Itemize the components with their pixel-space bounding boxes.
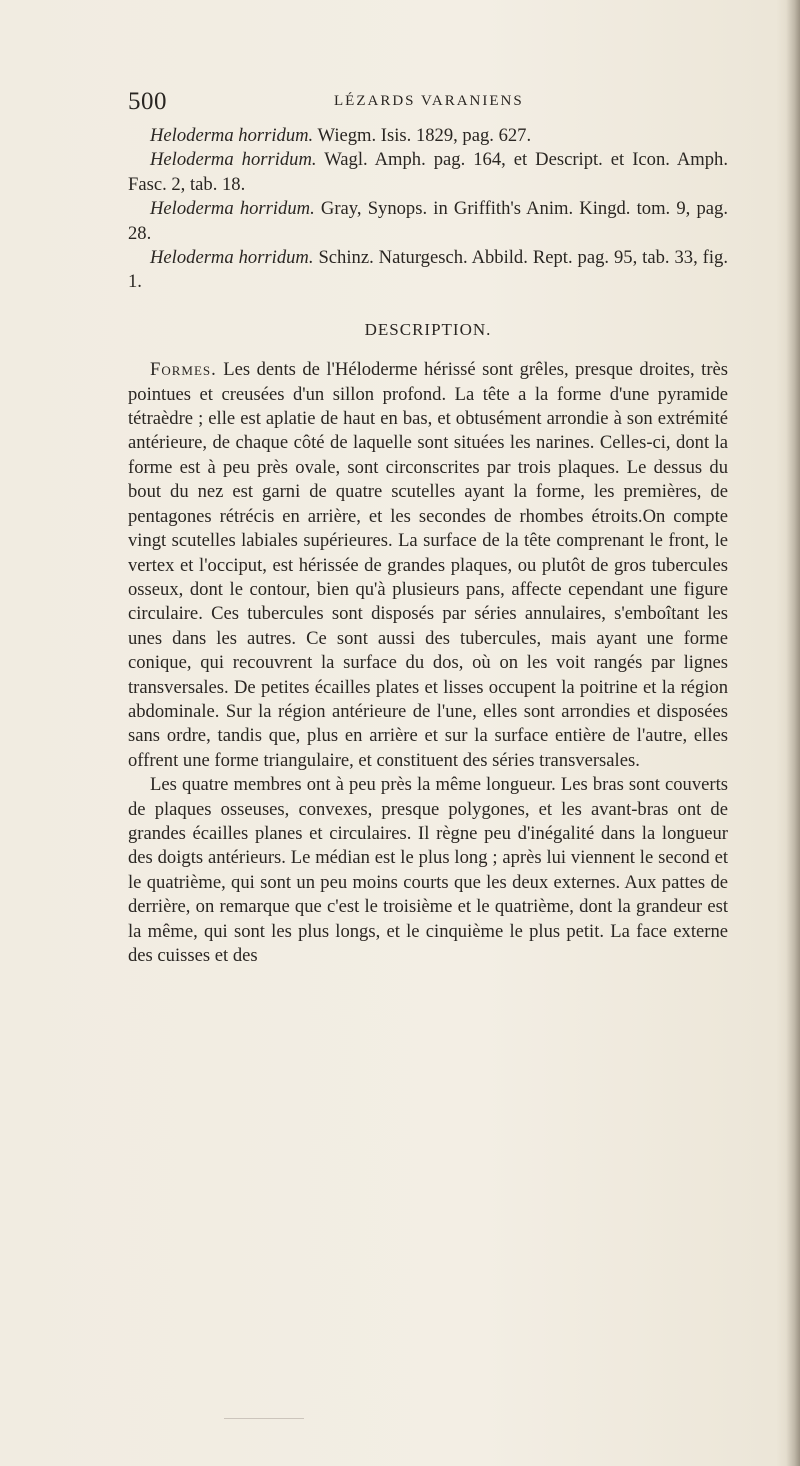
scan-artifact-line (224, 1418, 304, 1419)
synonym-taxon: Heloderma horridum. (150, 247, 314, 269)
section-heading: DESCRIPTION. (364, 319, 492, 339)
synonym-taxon: Heloderma horridum. (150, 149, 317, 171)
body-paragraph (128, 358, 728, 773)
synonym-reference: Wagl. Amph. pag. 164, et Descript. et Icon. Amph. Fasc. 2, tab. 18. (128, 149, 728, 195)
synonym-taxon: Heloderma horridum. (150, 198, 315, 220)
page-header (128, 88, 728, 118)
synonym-entry (128, 124, 728, 148)
body-paragraph (128, 773, 728, 968)
running-title: LÉZARDS VARANIENS (334, 93, 524, 109)
synonym-taxon: Heloderma horridum. (150, 125, 314, 146)
page-body (128, 124, 728, 968)
synonym-entry (128, 246, 728, 295)
paragraph-text: Les quatre membres ont à peu près la même longueur. Les bras sont couverts de plaques osseuses, convexes, presque polygones, et les avant-bras ont de grandes écailles planes et circulaires. Il règne peu d'inégalité dans la longueur des doigts antérieurs. Le médian est le plus long ; après lui viennent le second et le quatrième, qui sont un peu moins courts que les deux externes. Aux pattes de derrière, on remarque que c'est le troisième et le quatrième, dont la grandeur est la même, qui sont les plus longs, et le cinquième le plus petit. La face externe des cuisses et des (128, 774, 728, 966)
synonym-entry (128, 148, 728, 197)
synonym-reference: Schinz. Naturgesch. Abbild. Rept. pag. 95, tab. 33, fig. 1. (128, 247, 728, 293)
page-number: 500 (128, 88, 167, 115)
paragraph-text: Les dents de l'Héloderme hérissé sont grêles, presque droites, très pointues et creusées d'un sillon profond. La tête a la forme d'une pyramide tétraèdre ; elle est aplatie de haut en bas, et obtusément arrondie à son extrémité antérieure, de chaque côté de laquelle sont situées les narines. Celles-ci, dont la forme est à peu près ovale, sont circonscrites par trois plaques. Le dessus du bout du nez est garni de quatre scutelles ayant la forme, les premières, de pentagones rétrécis en arrière, et les secondes de rhombes étroits.On compte vingt scutelles labiales supérieures. La surface de la tête comprenant le front, le vertex et l'occiput, est hérissée de grandes plaques, ou plutôt de gros tubercules osseux, dont le contour, bien qu'à plusieurs pans, affecte cependant une figure circulaire. Ces tubercules sont disposés par séries annulaires, s'emboîtant les unes dans les autres. Ce sont aussi des tubercules, mais ayant une forme conique, qui recouvrent la surface du dos, où on les voit rangés par lignes transversales. De petites écailles plates et lisses occupent la poitrine et la région abdominale. Sur la région antérieure de l'une, elles sont arrondies et disposées sans ordre, tandis que, plus en arrière et sur la surface entière de l'autre, elles offrent une forme triangulaire, et constituent des séries transversales. (128, 359, 728, 771)
synonym-entry (128, 197, 728, 246)
synonym-reference: Wiegm. Isis. 1829, pag. 627. (313, 125, 532, 146)
paragraph-lead: Formes. (150, 359, 217, 381)
synonymy-list (128, 124, 728, 295)
page-edge-shadow (786, 0, 800, 1466)
synonym-reference: Gray, Synops. in Griffith's Anim. Kingd. tom. 9, pag. 28. (128, 198, 728, 244)
